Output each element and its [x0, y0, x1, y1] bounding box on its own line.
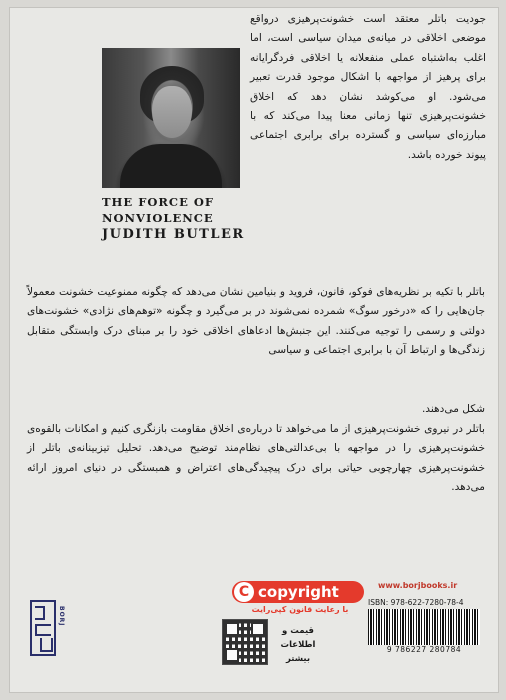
barcode-number: 9 786227 280784 [386, 645, 462, 654]
publisher-logo-text: BORJ [58, 606, 65, 627]
copyright-note: با رعایت قانون کپی‌رایت [251, 605, 349, 614]
blurb-paragraph-2: شکل می‌دهند. [421, 403, 485, 415]
author-photo [102, 48, 240, 188]
blurb-intro: جودیت باتلر معتقد است خشونت‌پرهیزی درواقع موضعی اخلاقی در میانه‌ی میدان سیاسی است، اما اغلب به‌اشتباه عملی منفعلانه یا اخلاقی فردگرایانه برای پرهیز از مواجهه با اشکال موجود قدرت تعبیر می‌شود. او می‌کوشد نشان دهد که اخلاق خشونت‌پرهیزی تنها زمانی معنا پیدا می‌کند که با مبارزه‌ای سیاسی و گسترده برای برابری اجتماعی پیوند خورده باشد. [250, 13, 486, 161]
qr-label: قیمت و اطلاعات بیشتر [280, 626, 316, 664]
qr-code-icon[interactable] [222, 619, 268, 665]
barcode-icon [368, 609, 480, 645]
back-cover [10, 8, 498, 692]
blurb-paragraph-1: باتلر با تکیه بر نظریه‌های فوکو، فانون، فروید و بنیامین نشان می‌دهد که چگونه ممنوعیت خشونت معمولاً جان‌هایی را که «درخور سوگ» شمرده نمی‌شوند در بر می‌گیرد و چگونه «توهم‌های نژادی» خشونت‌های دولتی و رسمی را توجیه می‌کنند. این جنبش‌ها ادعاهای اخلاقی خود را بر مبنای درک وابستگی متقابل زندگی‌ها و ارتباط آن با برابری اجتماعی و سیاسی [27, 286, 485, 357]
publisher-logo-icon [30, 600, 56, 656]
book-title: THE FORCE OF NONVIOLENCE [102, 195, 215, 225]
copyright-badge [232, 581, 364, 621]
copyright-icon: C [234, 582, 254, 602]
isbn: ISBN: 978-622-7280-78-4 [368, 598, 464, 607]
copyright-label: copyright [258, 583, 339, 601]
book-author: JUDITH BUTLER [102, 227, 245, 242]
blurb-paragraph-3: باتلر در نیروی خشونت‌پرهیزی از ما می‌خواهد تا درباره‌ی اخلاق مقاومت بازنگری کنیم و امکانات بالقوه‌ی خشونت‌پرهیزی را در مواجهه با بی‌عدالتی‌های نظام‌مند توضیح می‌دهد. تحلیل تیزبینانه‌ی باتلر از خشونت‌پرهیزی چهارچوبی حیاتی برای درک پیچیدگی‌های اعتراض و همبستگی در دنیای امروز ارائه می‌دهد. [27, 423, 485, 494]
publisher-website[interactable]: www.borjbooks.ir [378, 581, 458, 590]
